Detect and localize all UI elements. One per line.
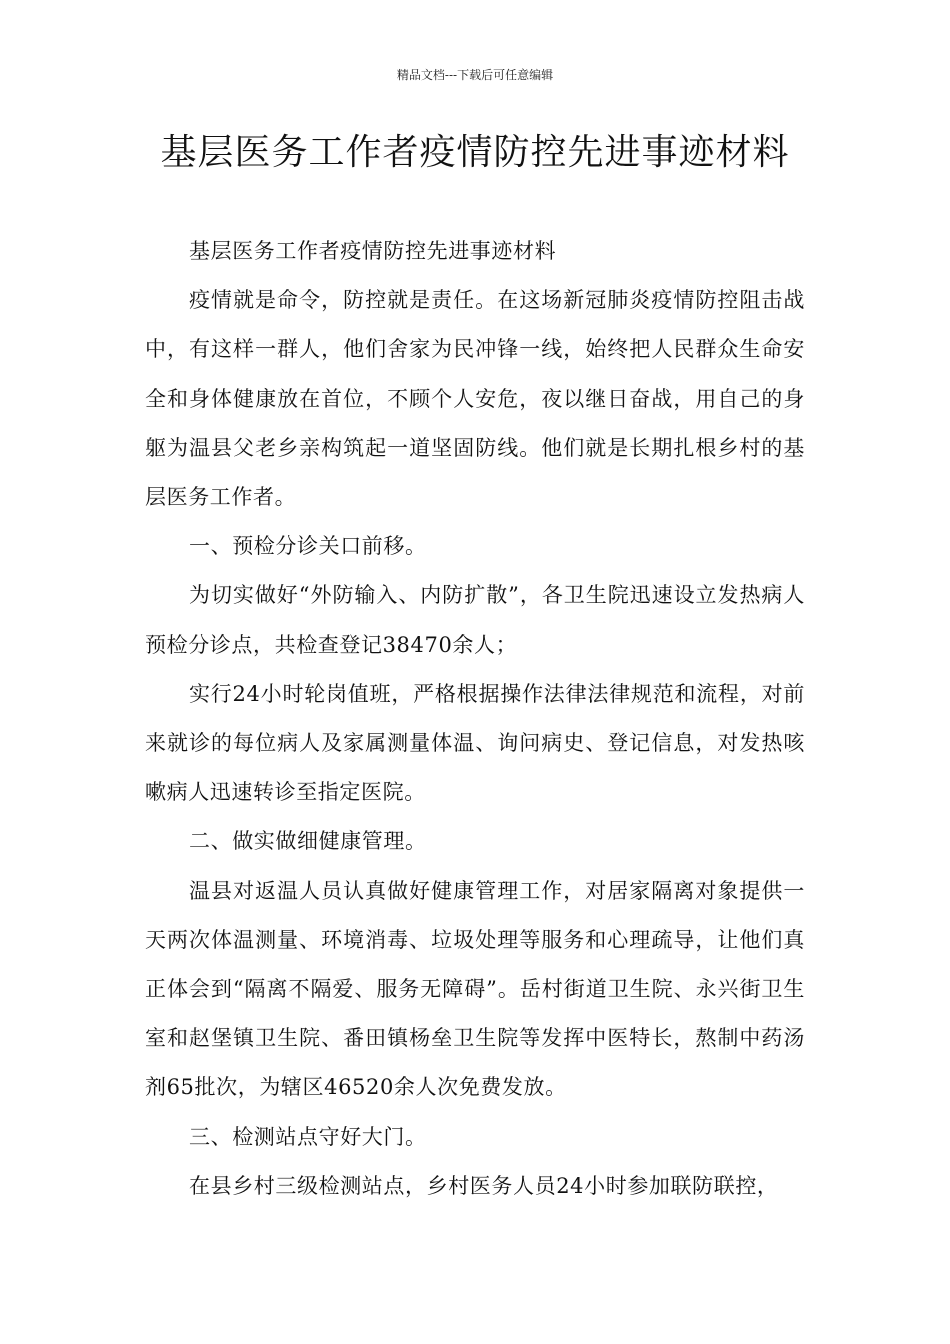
header-note: 精品文档---下载后可任意编辑 <box>396 68 554 82</box>
paragraph: 温县对返温人员认真做好健康管理工作，对居家隔离对象提供一天两次体温测量、环境消毒、垃圾处理等服务和心理疏导，让他们真正体会到“隔离不隔爱、服务无障碍”。岳村街道卫生院、永兴街卫生室和赵堡镇卫生院、番田镇杨垒卫生院等发挥中医特长，熬制中药汤剂65批次，为辖区46520余人次免费发放。 <box>145 878 805 1100</box>
paragraph: 在县乡村三级检测站点，乡村医务人员24小时参加联防联控， <box>189 1173 779 1198</box>
document-title: 基层医务工作者疫情防控先进事迹材料 <box>160 132 790 173</box>
paragraph: 为切实做好“外防输入、内防扩散”，各卫生院迅速设立发热病人预检分诊点，共检查登记38470余人； <box>145 583 805 657</box>
section-heading-3: 三、检测站点守好大门。 <box>189 1124 427 1149</box>
document-body <box>145 227 805 1211</box>
section-heading-1: 一、预检分诊关口前移。 <box>189 534 427 559</box>
paragraph-intro: 疫情就是命令，防控就是责任。在这场新冠肺炎疫情防控阻击战中，有这样一群人，他们舍家为民冲锋一线，始终把人民群众生命安全和身体健康放在首位，不顾个人安危，夜以继日奋战，用自己的身躯为温县父老乡亲构筑起一道坚固防线。他们就是长期扎根乡村的基层医务工作者。 <box>145 288 805 510</box>
paragraph: 实行24小时轮岗值班，严格根据操作法律法律规范和流程，对前来就诊的每位病人及家属测量体温、询问病史、登记信息，对发热咳嗽病人迅速转诊至指定医院。 <box>145 681 805 805</box>
paragraph-subtitle: 基层医务工作者疫情防控先进事迹材料 <box>189 239 557 263</box>
section-heading-2: 二、做实做细健康管理。 <box>189 829 427 854</box>
